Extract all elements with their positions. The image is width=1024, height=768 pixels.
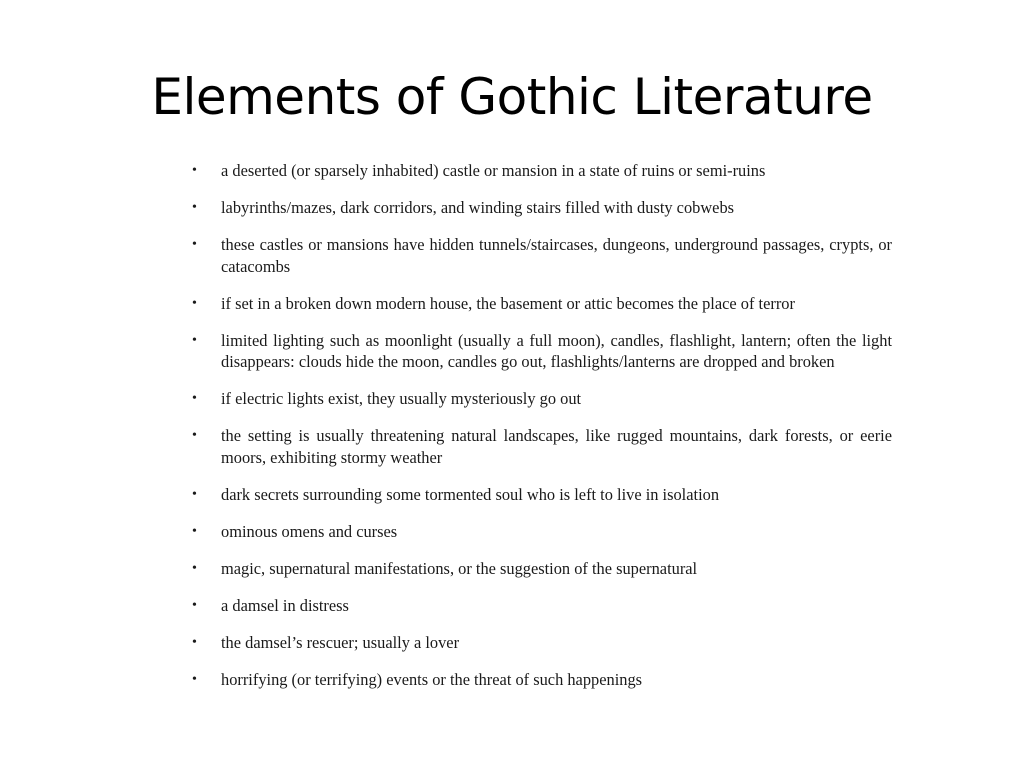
list-item	[190, 632, 892, 654]
list-item	[190, 558, 892, 580]
bullet-icon: •	[192, 671, 197, 687]
list-item-text: if set in a broken down modern house, the basement or attic becomes the place of terror	[221, 293, 795, 313]
list-item-text: a deserted (or sparsely inhabited) castle or mansion in a state of ruins or semi-ruins	[221, 161, 766, 180]
list-item-text: horrifying (or terrifying) events or the threat of such happenings	[221, 669, 643, 689]
bullet-icon: •	[192, 634, 197, 650]
list-item-text: labyrinths/mazes, dark corridors, and winding stairs filled with dusty cobwebs	[221, 197, 735, 217]
bullet-icon: •	[192, 391, 197, 407]
list-item-text: magic, supernatural manifestations, or the suggestion of the supernatural	[221, 558, 698, 578]
bullet-icon: •	[192, 486, 197, 502]
bullet-icon: •	[192, 295, 197, 311]
bullet-icon: •	[192, 560, 197, 576]
list-item	[190, 484, 892, 506]
bullet-icon: •	[192, 163, 197, 178]
list-item-text: a damsel in distress	[221, 595, 349, 615]
bullet-icon: •	[192, 199, 197, 215]
list-item	[190, 669, 892, 691]
bullet-icon: •	[192, 236, 197, 252]
list-item-text: the damsel’s rescuer; usually a lover	[221, 632, 460, 652]
bullet-icon: •	[192, 597, 197, 613]
slide-title: Elements of Gothic Literature	[151, 68, 873, 126]
list-item-text: these castles or mansions have hidden tunnels/staircases, dungeons, underground passages, crypts, or catacombs	[221, 234, 892, 276]
bullet-list	[190, 160, 892, 706]
bullet-icon: •	[192, 332, 197, 348]
list-item	[190, 425, 892, 468]
bullet-icon: •	[192, 523, 197, 539]
list-item	[190, 521, 892, 543]
list-item-text: dark secrets surrounding some tormented soul who is left to live in isolation	[221, 484, 720, 504]
list-item	[190, 595, 892, 617]
list-item	[190, 293, 892, 315]
list-item-text: limited lighting such as moonlight (usually a full moon), candles, flashlight, lantern; often the light disappears: clouds hide the moon, candles go out, flashlights/lanterns are dropped and broken	[221, 330, 892, 372]
list-item-text: if electric lights exist, they usually mysteriously go out	[221, 389, 582, 409]
bullet-icon: •	[192, 428, 197, 444]
list-item-text: the setting is usually threatening natural landscapes, like rugged mountains, dark forests, or eerie moors, exhibiting stormy weather	[221, 426, 892, 467]
list-item	[190, 330, 892, 373]
list-item	[190, 197, 892, 219]
list-item-text: ominous omens and curses	[221, 521, 398, 541]
list-item	[190, 388, 892, 410]
list-item	[190, 234, 892, 277]
list-item	[190, 160, 892, 182]
